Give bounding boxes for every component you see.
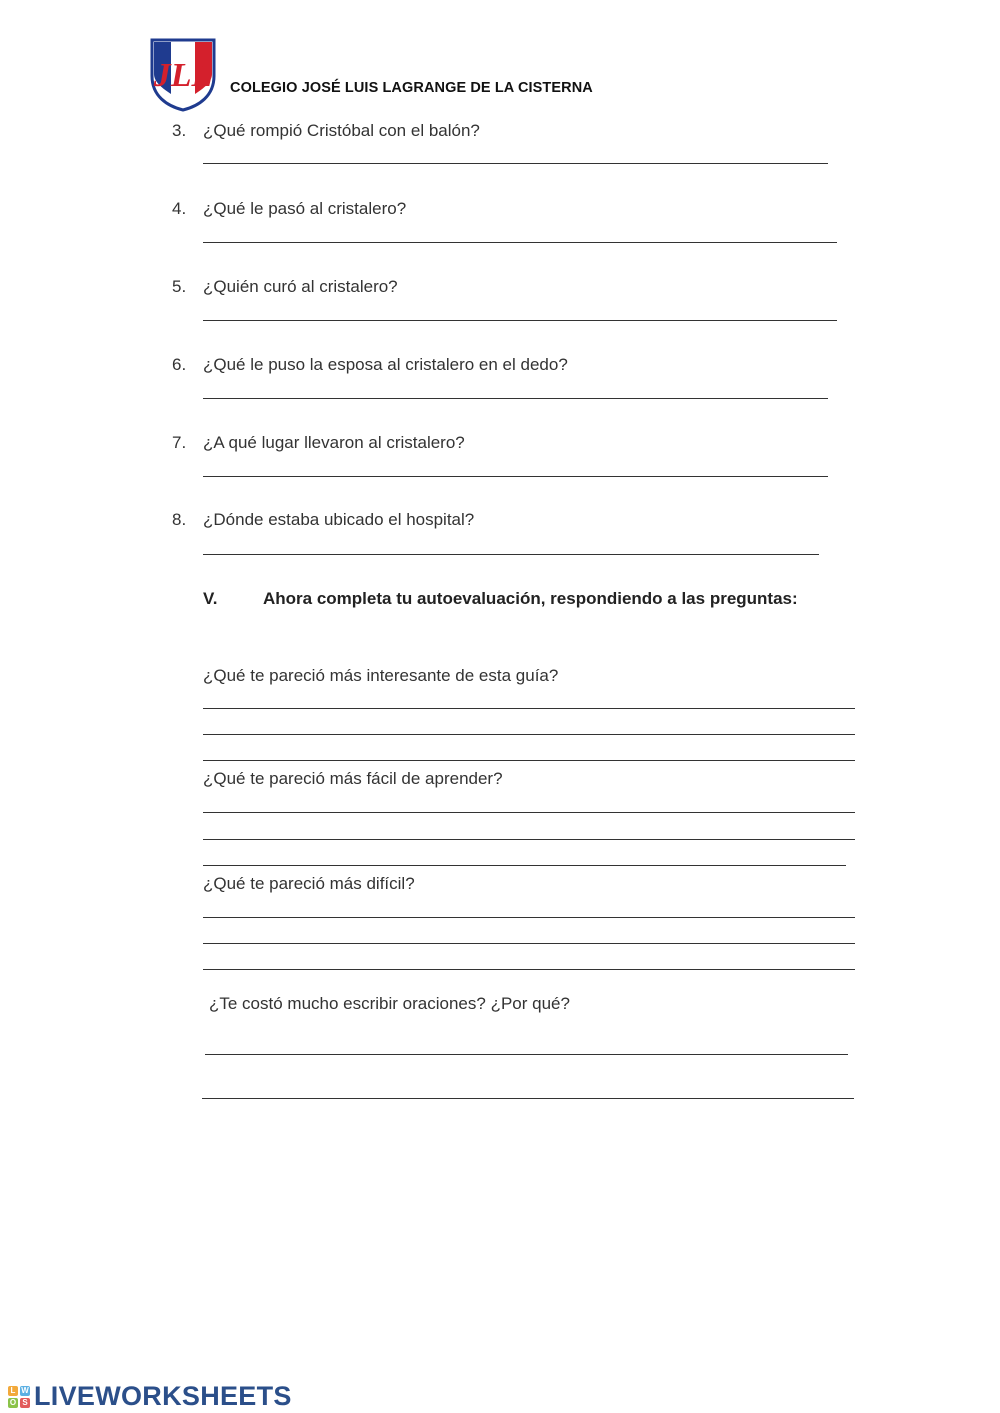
liveworksheets-grid-icon — [8, 1386, 30, 1408]
answer-line[interactable] — [202, 1098, 854, 1099]
answer-line[interactable] — [203, 398, 828, 399]
section-title: Ahora completa tu autoevaluación, respondiendo a las preguntas: — [263, 589, 798, 608]
crest-letters: JLL — [153, 57, 213, 94]
question-number: 6. — [172, 355, 187, 374]
question-text: ¿Quién curó al cristalero? — [203, 277, 398, 296]
question-number: 8. — [172, 510, 187, 529]
school-crest-logo — [149, 38, 217, 112]
question-number: 3. — [172, 121, 187, 140]
answer-line[interactable] — [203, 760, 855, 761]
self-eval-question: ¿Qué te pareció más difícil? — [203, 874, 415, 893]
answer-line[interactable] — [203, 242, 837, 243]
answer-line[interactable] — [203, 476, 828, 477]
answer-line[interactable] — [203, 812, 855, 813]
question-text: ¿Qué le puso la esposa al cristalero en el dedo? — [203, 355, 568, 374]
answer-line[interactable] — [203, 734, 855, 735]
answer-line[interactable] — [205, 1054, 848, 1055]
question-text: ¿Dónde estaba ubicado el hospital? — [203, 510, 475, 529]
self-eval-question: ¿Qué te pareció más fácil de aprender? — [203, 769, 503, 788]
school-name: COLEGIO JOSÉ LUIS LAGRANGE DE LA CISTERNA — [230, 80, 593, 96]
liveworksheets-brand: LIVEWORKSHEETS — [34, 1381, 292, 1411]
question-number: 7. — [172, 433, 187, 452]
grid-cell: S — [20, 1398, 30, 1408]
answer-line[interactable] — [203, 708, 855, 709]
answer-line[interactable] — [203, 969, 855, 970]
question-text: ¿Qué le pasó al cristalero? — [203, 199, 407, 218]
self-eval-question: ¿Te costó mucho escribir oraciones? ¿Por qué? — [209, 994, 570, 1013]
question-text: ¿A qué lugar llevaron al cristalero? — [203, 433, 465, 452]
grid-cell: W — [21, 1386, 29, 1395]
answer-line[interactable] — [203, 917, 855, 918]
answer-line[interactable] — [203, 320, 837, 321]
answer-line[interactable] — [203, 865, 846, 866]
answer-line[interactable] — [203, 839, 855, 840]
question-number: 4. — [172, 199, 187, 218]
section-number: V. — [203, 589, 218, 608]
question-number: 5. — [172, 277, 187, 296]
answer-line[interactable] — [203, 163, 828, 164]
answer-line[interactable] — [203, 943, 855, 944]
answer-line[interactable] — [203, 554, 819, 555]
question-text: ¿Qué rompió Cristóbal con el balón? — [203, 121, 480, 140]
grid-cell: O — [9, 1398, 17, 1407]
self-eval-question: ¿Qué te pareció más interesante de esta guía? — [203, 666, 559, 685]
liveworksheets-logo[interactable] — [8, 1381, 292, 1412]
grid-cell: L — [8, 1386, 18, 1396]
